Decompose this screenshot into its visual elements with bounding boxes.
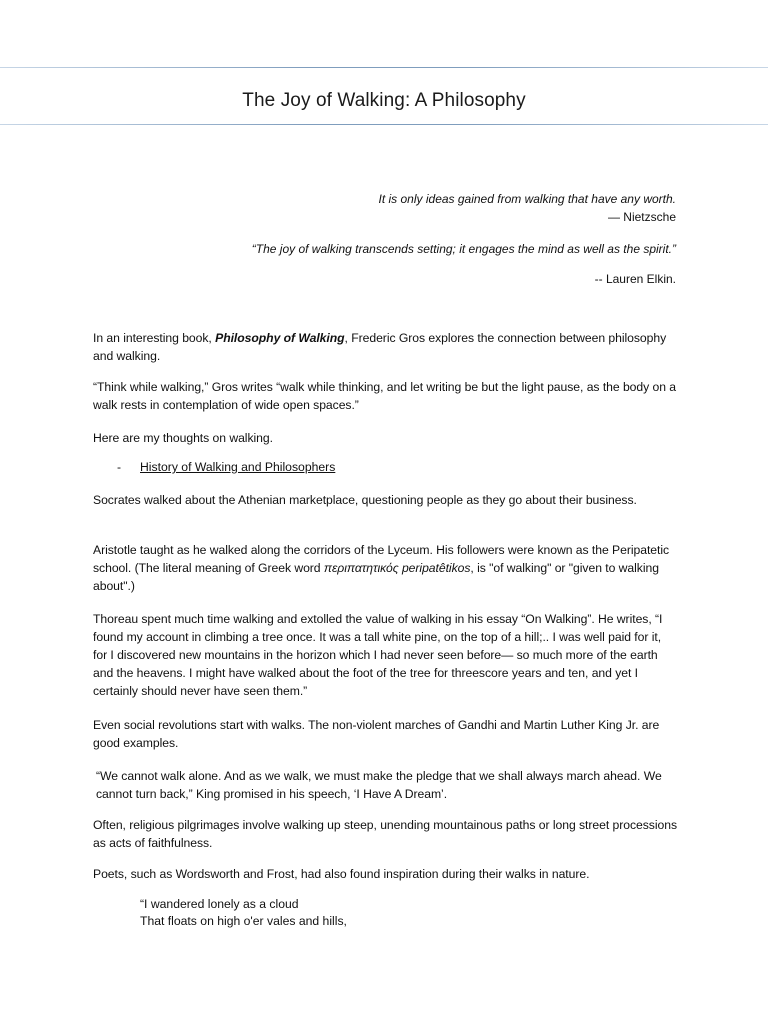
section-bullet: - <box>117 460 122 474</box>
paragraph-aristotle <box>93 541 678 595</box>
paragraph-intro <box>93 329 678 365</box>
title-divider <box>0 124 768 125</box>
aristotle-text-post: , is "of walking" or "given to walking about".) <box>93 561 659 593</box>
paragraph-thoughts: Here are my thoughts on walking. <box>93 431 273 445</box>
paragraph-gros-quote: “Think while walking,” Gros writes “walk while thinking, and let writing be but the light pause, as the body on a walk rests in contemplation of wide open spaces.” <box>93 380 677 412</box>
aristotle-text-pre: Aristotle taught as he walked along the corridors of the Lyceum. His followers were known as the Peripatetic school. (The literal meaning of Greek word <box>93 543 670 575</box>
document-title: The Joy of Walking: A Philosophy <box>242 90 526 111</box>
epigraph-author-2: -- Lauren Elkin. <box>594 272 676 286</box>
intro-text-post: , Frederic Gros explores the connection between philosophy and walking. <box>93 331 667 363</box>
poem-line-1: “I wandered lonely as a cloud <box>140 897 299 911</box>
epigraph-quote-2: “The joy of walking transcends setting; it engages the mind as well as the spirit.” <box>251 242 676 256</box>
top-divider <box>0 67 768 68</box>
paragraph-king: “We cannot walk alone. And as we walk, we must make the pledge that we shall always march ahead. We cannot turn back,” King promised in his speech, ‘I Have A Dream’. <box>96 769 662 801</box>
greek-term: περιπατητικός peripatêtikos <box>323 561 471 575</box>
poem-line-2: That floats on high o'er vales and hills, <box>140 914 347 928</box>
epigraph-author-1: — Nietzsche <box>607 210 676 224</box>
intro-text-pre: In an interesting book, <box>93 331 216 345</box>
paragraph-socrates: Socrates walked about the Athenian marketplace, questioning people as they go about their business. <box>93 493 637 507</box>
paragraph-thoreau: Thoreau spent much time walking and extolled the value of walking in his essay “On Walking”. He writes, “I found my account in climbing a tree once. It was a tall white pine, on the top of a hill;.. I was well paid for it, for I discovered new mountains in the horizon which I had never seen before— so much more of the earth and the heavens. I might have walked about the foot of the tree for threescore years and ten, and yet I certainly should never have seen them.” <box>93 612 663 698</box>
section-heading: History of Walking and Philosophers <box>140 460 336 474</box>
paragraph-revolutions: Even social revolutions start with walks. The non-violent marches of Gandhi and Martin Luther King Jr. are good examples. <box>93 718 660 750</box>
paragraph-pilgrimages: Often, religious pilgrimages involve walking up steep, unending mountainous paths or long street processions as acts of faithfulness. <box>93 818 678 850</box>
epigraph-quote-1: It is only ideas gained from walking that have any worth. <box>378 192 676 206</box>
paragraph-poets: Poets, such as Wordsworth and Frost, had also found inspiration during their walks in nature. <box>93 867 590 881</box>
book-title: Philosophy of Walking <box>215 331 345 345</box>
